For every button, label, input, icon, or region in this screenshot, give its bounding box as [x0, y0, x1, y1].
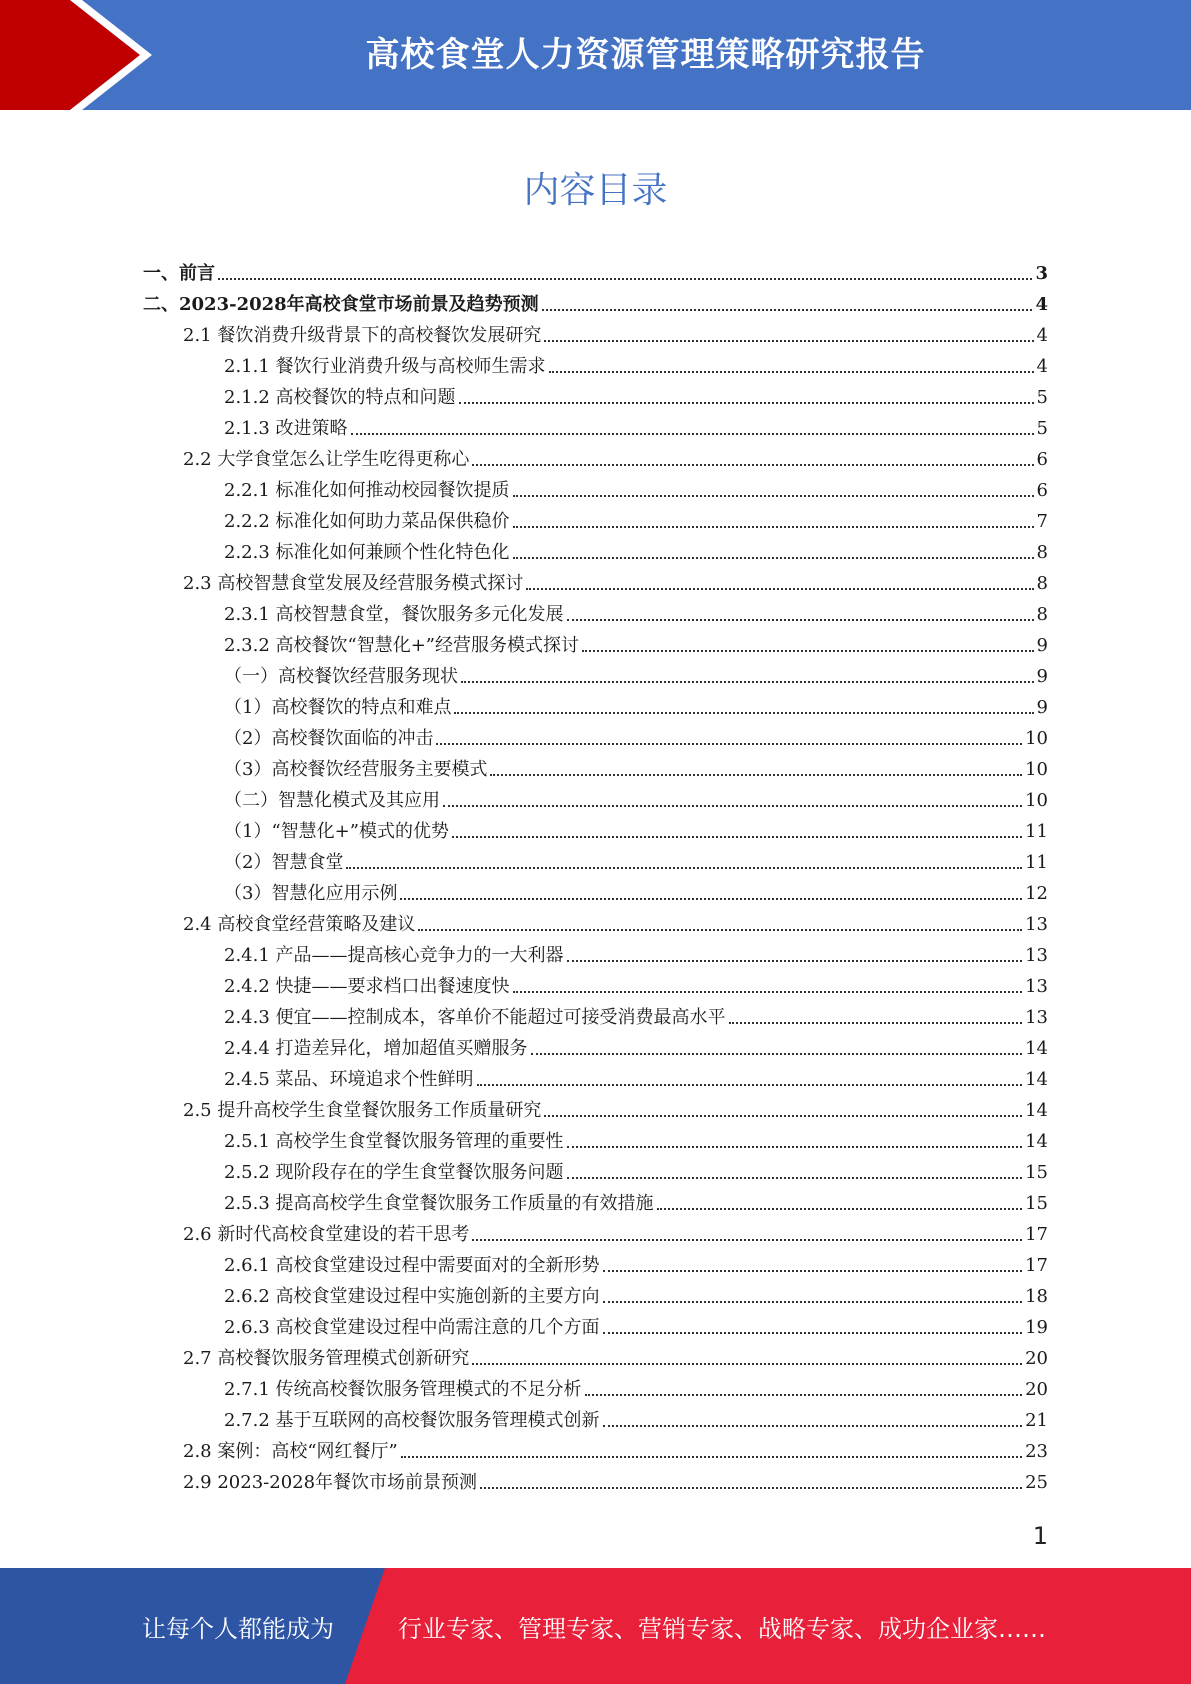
toc-heading: 内容目录 — [523, 170, 668, 211]
toc-entry-label: 一、前言 — [143, 263, 215, 284]
toc-entry[interactable] — [224, 998, 1048, 1029]
toc-entry-page: 6 — [1036, 449, 1048, 470]
toc-entry-label: 2.3.1 高校智慧食堂，餐饮服务多元化发展 — [224, 604, 564, 625]
toc-entry[interactable] — [224, 378, 1048, 409]
toc-leader-dots — [443, 805, 1022, 807]
toc-leader-dots — [657, 1208, 1023, 1210]
toc-entry[interactable] — [183, 316, 1048, 347]
toc-leader-dots — [513, 495, 1034, 497]
toc-entry[interactable] — [224, 843, 1048, 874]
toc-entry[interactable] — [183, 905, 1048, 936]
toc-entry-page: 8 — [1036, 573, 1048, 594]
toc-entry-label: 2.2.2 标准化如何助力菜品保供稳价 — [224, 511, 510, 532]
toc-entry-label: 2.6.1 高校食堂建设过程中需要面对的全新形势 — [224, 1255, 600, 1276]
toc-entry-page: 5 — [1036, 387, 1048, 408]
toc-entry-page: 13 — [1025, 914, 1048, 935]
toc-entry[interactable] — [224, 1184, 1048, 1215]
toc-entry-label: 2.2.1 标准化如何推动校园餐饮提质 — [224, 480, 510, 501]
toc-leader-dots — [452, 836, 1022, 838]
toc-entry-label: （二）智慧化模式及其应用 — [224, 790, 440, 811]
toc-entry-page: 21 — [1025, 1410, 1048, 1431]
toc-entry[interactable] — [224, 719, 1048, 750]
toc-leader-dots — [513, 557, 1034, 559]
toc-entry-label: 2.4.1 产品——提高核心竞争力的一大利器 — [224, 945, 564, 966]
toc-leader-dots — [461, 681, 1034, 683]
toc-entry-page: 9 — [1036, 666, 1048, 687]
toc-entry-label: 2.9 2023-2028年餐饮市场前景预测 — [183, 1472, 478, 1493]
toc-leader-dots — [567, 619, 1034, 621]
toc-leader-dots — [549, 371, 1034, 373]
toc-entry-page: 5 — [1036, 418, 1048, 439]
toc-entry-label: 2.3 高校智慧食堂发展及经营服务模式探讨 — [183, 573, 524, 594]
toc-entry-label: 2.5.3 提高高校学生食堂餐饮服务工作质量的有效措施 — [224, 1193, 654, 1214]
toc-leader-dots — [472, 1363, 1022, 1365]
toc-leader-dots — [567, 1177, 1023, 1179]
toc-leader-dots — [401, 1456, 1022, 1458]
toc-entry-label: 2.4.4 打造差异化，增加超值买赠服务 — [224, 1038, 528, 1059]
toc-entry-page: 10 — [1025, 728, 1048, 749]
footer-slogan-right: 行业专家、管理专家、营销专家、战略专家、成功企业家…… — [398, 1614, 1046, 1643]
toc-leader-dots — [400, 898, 1022, 900]
toc-entry-page: 9 — [1036, 635, 1048, 656]
toc-entry[interactable] — [224, 688, 1048, 719]
report-title: 高校食堂人力资源管理策略研究报告 — [365, 34, 926, 75]
toc-entry-label: （1）高校餐饮的特点和难点 — [224, 697, 452, 718]
header-banner — [0, 0, 1191, 110]
toc-entry-label: 2.4.3 便宜——控制成本，客单价不能超过可接受消费最高水平 — [224, 1007, 726, 1028]
toc-leader-dots — [459, 402, 1034, 404]
toc-entry-page: 7 — [1036, 511, 1048, 532]
toc-leader-dots — [585, 1394, 1023, 1396]
toc-entry[interactable] — [224, 502, 1048, 533]
toc-entry-page: 14 — [1025, 1069, 1048, 1090]
toc-entry[interactable] — [224, 1153, 1048, 1184]
toc-entry[interactable] — [224, 409, 1048, 440]
toc-entry[interactable] — [224, 1122, 1048, 1153]
toc-entry-page: 4 — [1036, 325, 1048, 346]
toc-leader-dots — [544, 340, 1033, 342]
toc-leader-dots — [490, 774, 1022, 776]
toc-leader-dots — [346, 867, 1022, 869]
toc-entry-page: 13 — [1025, 1007, 1048, 1028]
toc-entry-page: 11 — [1025, 852, 1048, 873]
toc-entry-label: 2.1.1 餐饮行业消费升级与高校师生需求 — [224, 356, 546, 377]
toc-entry[interactable] — [224, 626, 1048, 657]
toc-entry[interactable] — [224, 1401, 1048, 1432]
toc-leader-dots — [603, 1301, 1023, 1303]
toc-leader-dots — [472, 464, 1033, 466]
toc-entry-page: 15 — [1025, 1162, 1048, 1183]
toc-leader-dots — [436, 743, 1022, 745]
toc-entry-label: 2.7.2 基于互联网的高校餐饮服务管理模式创新 — [224, 1410, 600, 1431]
toc-entry-label: 2.5.1 高校学生食堂餐饮服务管理的重要性 — [224, 1131, 564, 1152]
toc-entry[interactable] — [183, 564, 1048, 595]
toc-leader-dots — [582, 650, 1034, 652]
toc-leader-dots — [513, 526, 1034, 528]
footer-slogan-left: 让每个人都能成为 — [142, 1614, 334, 1643]
toc-entry[interactable] — [224, 1060, 1048, 1091]
toc-leader-dots — [480, 1487, 1022, 1489]
toc-leader-dots — [531, 1053, 1023, 1055]
toc-entry[interactable] — [183, 1339, 1048, 1370]
toc-leader-dots — [472, 1239, 1022, 1241]
toc-entry-page: 25 — [1025, 1472, 1048, 1493]
toc-entry-page: 17 — [1025, 1255, 1048, 1276]
toc-entry-label: 2.7.1 传统高校餐饮服务管理模式的不足分析 — [224, 1379, 582, 1400]
toc-entry-label: （1）“智慧化+”模式的优势 — [224, 821, 449, 842]
toc-entry[interactable] — [224, 1370, 1048, 1401]
toc-entry[interactable] — [224, 595, 1048, 626]
toc-entry-page: 20 — [1025, 1348, 1048, 1369]
toc-entry[interactable] — [224, 874, 1048, 905]
toc-entry-label: 2.6.2 高校食堂建设过程中实施创新的主要方向 — [224, 1286, 600, 1307]
toc-entry-page: 3 — [1035, 263, 1048, 284]
toc-entry-page: 23 — [1025, 1441, 1048, 1462]
toc-entry-page: 10 — [1025, 790, 1048, 811]
toc-leader-dots — [603, 1332, 1023, 1334]
toc-entry[interactable] — [143, 285, 1048, 316]
toc-leader-dots — [513, 991, 1023, 993]
toc-leader-dots — [218, 278, 1032, 280]
toc-entry[interactable] — [143, 254, 1048, 285]
toc-entry[interactable] — [183, 440, 1048, 471]
toc-entry-page: 9 — [1036, 697, 1048, 718]
toc-entry[interactable] — [224, 781, 1048, 812]
toc-entry-label: 2.5 提升高校学生食堂餐饮服务工作质量研究 — [183, 1100, 542, 1121]
toc-entry-label: 2.2.3 标准化如何兼顾个性化特色化 — [224, 542, 510, 563]
toc-entry-label: 2.3.2 高校餐饮“智慧化+”经营服务模式探讨 — [224, 635, 580, 656]
toc-leader-dots — [567, 960, 1023, 962]
toc-leader-dots — [603, 1425, 1023, 1427]
toc-entry[interactable] — [224, 1246, 1048, 1277]
toc-entry[interactable] — [224, 750, 1048, 781]
toc-entry[interactable] — [224, 1277, 1048, 1308]
toc-entry-page: 8 — [1036, 604, 1048, 625]
toc-entry-label: （一）高校餐饮经营服务现状 — [224, 666, 458, 687]
toc-entry-page: 12 — [1025, 883, 1048, 904]
toc-entry-page: 19 — [1025, 1317, 1048, 1338]
toc-entry-label: 2.5.2 现阶段存在的学生食堂餐饮服务问题 — [224, 1162, 564, 1183]
toc-entry-label: 2.1 餐饮消费升级背景下的高校餐饮发展研究 — [183, 325, 542, 346]
toc-entry[interactable] — [224, 967, 1048, 998]
toc-leader-dots — [526, 588, 1033, 590]
toc-entry-label: 2.8 案例：高校“网红餐厅” — [183, 1441, 398, 1462]
toc-entry-label: 2.4.2 快捷——要求档口出餐速度快 — [224, 976, 510, 997]
toc-entry[interactable] — [224, 657, 1048, 688]
toc-entry-label: 2.1.3 改进策略 — [224, 418, 348, 439]
toc-entry[interactable] — [224, 1308, 1048, 1339]
toc-entry-label: 2.4 高校食堂经营策略及建议 — [183, 914, 416, 935]
toc-entry-label: 2.1.2 高校餐饮的特点和问题 — [224, 387, 456, 408]
toc-entry-page: 11 — [1025, 821, 1048, 842]
toc-entry[interactable] — [183, 1091, 1048, 1122]
toc-leader-dots — [567, 1146, 1023, 1148]
toc-entry-page: 18 — [1025, 1286, 1048, 1307]
toc-entry[interactable] — [224, 936, 1048, 967]
toc-entry-label: 2.6 新时代高校食堂建设的若干思考 — [183, 1224, 470, 1245]
toc-leader-dots — [542, 309, 1033, 311]
toc-entry[interactable] — [224, 471, 1048, 502]
toc-entry[interactable] — [224, 1029, 1048, 1060]
toc-entry-page: 14 — [1025, 1038, 1048, 1059]
toc-entry-label: 2.7 高校餐饮服务管理模式创新研究 — [183, 1348, 470, 1369]
toc-entry-label: （3）智慧化应用示例 — [224, 883, 398, 904]
toc-leader-dots — [544, 1115, 1022, 1117]
toc-entry-page: 8 — [1036, 542, 1048, 563]
page-number: 1 — [1032, 1522, 1048, 1550]
toc-entry-label: 2.6.3 高校食堂建设过程中尚需注意的几个方面 — [224, 1317, 600, 1338]
toc-entry-page: 14 — [1025, 1131, 1048, 1152]
toc-entry[interactable] — [183, 1463, 1048, 1494]
toc-entry-label: （2）智慧食堂 — [224, 852, 344, 873]
toc-entry-page: 20 — [1025, 1379, 1048, 1400]
toc-entry-page: 4 — [1035, 294, 1048, 315]
toc-entry[interactable] — [224, 533, 1048, 564]
toc-entry-label: 二、2023-2028年高校食堂市场前景及趋势预测 — [143, 294, 539, 315]
toc-entry-page: 14 — [1025, 1100, 1048, 1121]
toc-leader-dots — [729, 1022, 1023, 1024]
footer-banner — [0, 1568, 1191, 1684]
toc-leader-dots — [351, 433, 1034, 435]
toc-leader-dots — [418, 929, 1022, 931]
toc-entry-label: 2.4.5 菜品、环境追求个性鲜明 — [224, 1069, 474, 1090]
toc-entry[interactable] — [224, 347, 1048, 378]
toc-leader-dots — [454, 712, 1033, 714]
toc-entry-label: （2）高校餐饮面临的冲击 — [224, 728, 434, 749]
toc-entry-label: （3）高校餐饮经营服务主要模式 — [224, 759, 488, 780]
toc-entry-page: 4 — [1036, 356, 1048, 377]
toc-entry[interactable] — [183, 1432, 1048, 1463]
toc-leader-dots — [603, 1270, 1023, 1272]
toc-entry-page: 10 — [1025, 759, 1048, 780]
toc-entry-label: 2.2 大学食堂怎么让学生吃得更称心 — [183, 449, 470, 470]
toc-entry-page: 13 — [1025, 945, 1048, 966]
toc-entry-page: 17 — [1025, 1224, 1048, 1245]
toc-entry[interactable] — [183, 1215, 1048, 1246]
toc-leader-dots — [477, 1084, 1023, 1086]
toc-entry[interactable] — [224, 812, 1048, 843]
toc-entry-page: 6 — [1036, 480, 1048, 501]
toc-entry-page: 15 — [1025, 1193, 1048, 1214]
toc-entry-page: 13 — [1025, 976, 1048, 997]
